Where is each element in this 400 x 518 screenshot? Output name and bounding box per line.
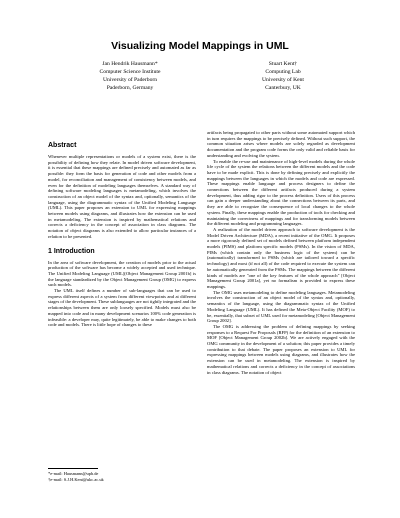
- body-paragraph: artifacts being propagated to other parts without some automated support which in turn requires the mappings to be precisely defined. Without such support, the common situation arises where models are solely regarded as development documentation and the program code forms the only valid and reliable basis for understanding and evolving the system.: [207, 130, 355, 158]
- body-paragraph: The OMG is addressing the problem of defining mappings by seeking responses to a Request For Proposals (RFP) for the definition of an extension to MOF [Object Management Group 2002b]. We are actively engaged with the OMG community in the development of a solution; this paper provides a timely contribution to that debate. The paper proposes an extension to UML for expressing mappings between models using diagrams, and illustrates how the extension can be used in metamodeling. The extension is inspired by mathematical relations and corrects a deficiency in the concept of associations in class diagrams. The notation of object: [207, 323, 355, 375]
- body-paragraph: The OMG uses metamodeling to define modeling languages. Metamodeling involves the construction of an object model of the syntax and, optionally, semantics of the language, using the diagrammatic syntax of the Unified Modeling Language (UML). It has defined the Meta-Object Facility (MOF) to be, essentially, that subset of UML used for metamodeling [Object Management Group 2002].: [207, 289, 355, 324]
- author-org: University of Paderborn: [102, 77, 158, 83]
- author-affiliation: Computer Science Institute: [99, 69, 161, 75]
- introduction-heading: 1 Introduction: [48, 247, 95, 255]
- body-paragraph: A realization of the model driven approach to software development is the Model Driven Architecture (MDA), a recent initiative of the OMG. It proposes a more rigorously defined set of models defined between platform independent models (PIMS) and platform specific models (PSMs). In the vision of MDA, PIMs (which contain only the business logic of the system) can be (automatically) transformed to PSMs (which are tailored toward a specific technology) and most (if not all) of the code required to execute the system can be automatically generated from the PSMs. The mappings between the different kinds of models are "one of the key features of the whole approach" [Object Management Group 2001a], yet no formalism is provided to express these mappings.: [207, 226, 355, 289]
- left-column: [48, 142, 196, 328]
- intro-paragraph: In the area of software development, the creation of models prior to the actual production of the software has become a widely accepted and used technique. The Unified Modeling Language (UML)[Object Management Group 2001b] is the language standardized by the Object Management Group (OMG) to express such models.: [48, 259, 196, 288]
- author-block-2: [208, 60, 358, 92]
- paper-title: Visualizing Model Mappings in UML: [111, 40, 289, 52]
- author-location: Paderborn, Germany: [106, 85, 154, 91]
- author-affiliation: Computing Lab: [265, 69, 301, 75]
- body-paragraph: To enable the re-use and maintenance of high-level models during the whole life cycle of the system the relations between the different models and the code have to be made explicit. This is done by defining precisely and explicitly the mappings between the languages in which the models and code are expressed. These mappings enable language and process designers to define the connections between the different artifacts produced during a system development, thus adding rigor to the process definition. Users of this process can gain a deeper understanding about the connections between its parts, and they are able to recognize the consequence of local changes to the whole system. Finally, these mappings enable the production of tools for checking and maintaining the correctness of mappings and for transforming models between the different modeling and programming languages.: [207, 158, 355, 227]
- footnote: *e-mail: Hausmann@upb.de: [48, 471, 99, 476]
- author-block-1: [55, 60, 205, 92]
- footnote: †e-mail: S.J.H.Kent@ukc.ac.uk: [48, 476, 104, 482]
- author-name: Stuart Kent†: [268, 61, 298, 67]
- right-column: [207, 130, 355, 375]
- abstract-text: Whenever multiple representations or models of a system exist, there is the possibility of defining how they relate. In model driven software development, it is essential that these mappings are defined precisely and automated as far as possible: they form the basis for generation of code and other models from a model, for reconciliation and management of consistency between models, and even for the definition of modeling languages themselves. A standard way of defining software modeling languages is metamodeling, which involves the construction of an object model of the syntax and, optionally, semantics of the language, using the diagrammatic syntax of the Unified Modeling Language (UML). This paper proposes an extension to UML for expressing mappings between models using diagrams, and illustrates how the extension can be used in metamodeling. The extension is inspired by mathematical relations and corrects a deficiency in the concept of association in class diagrams. The notation of object diagrams is also extended to allow particular instances of a relation to be presented.: [48, 154, 196, 239]
- author-location: Canterbury, UK: [265, 85, 301, 91]
- footnotes: [48, 471, 196, 483]
- footnote-rule: [48, 468, 98, 469]
- author-name: Jan Hendrik Hausmann*: [102, 61, 158, 67]
- abstract-heading: Abstract: [48, 142, 77, 149]
- author-org: University of Kent: [262, 77, 304, 83]
- intro-paragraph: The UML itself defines a number of sub-languages that can be used to express different aspects of a system from different viewpoints and at different stages of the development. These sublanguages are not tightly integrated and the relationships between them are only loosely specified. Models must also be mapped into code and in many development scenarios 100% code generation is infeasible: a developer may, quite legitimately, be able to make changes to both code and models. There is little hope of changes to these: [48, 288, 196, 328]
